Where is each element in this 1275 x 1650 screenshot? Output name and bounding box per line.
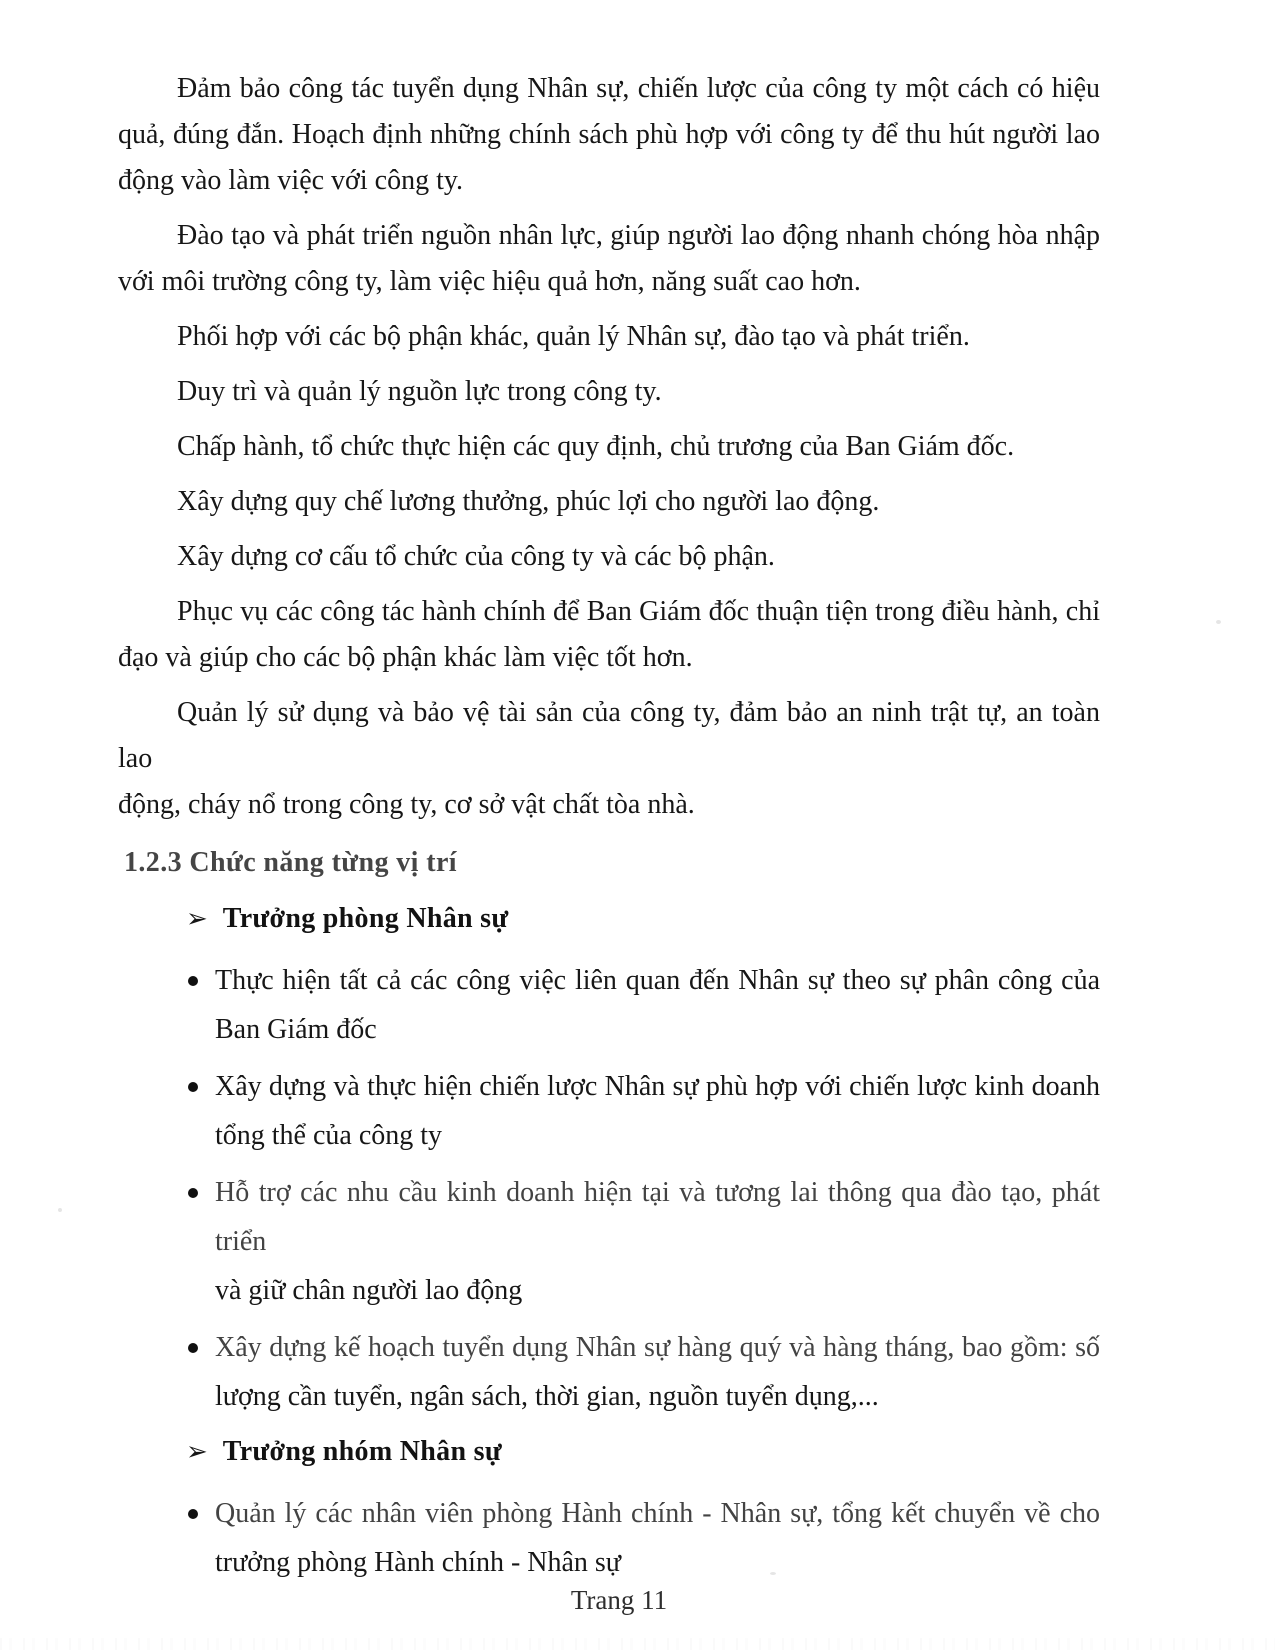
bullet-icon (188, 1509, 198, 1519)
text-line: động, cháy nổ trong công ty, cơ sở vật chất tòa nhà. (118, 789, 695, 820)
section-heading: 1.2.3 Chức năng từng vị trí (124, 847, 457, 878)
text-line: Đào tạo và phát triển nguồn nhân lực, giúp người lao động nhanh chóng hòa nhập (177, 220, 1100, 251)
text-line: Đảm bảo công tác tuyển dụng Nhân sự, chiến lược của công ty một cách có hiệu (177, 73, 1100, 104)
bullet-item (188, 956, 1100, 1054)
body-paragraph (118, 314, 1100, 360)
scan-artifact-band (0, 1638, 1275, 1650)
text-line: Chấp hành, tổ chức thực hiện các quy định, chủ trương của Ban Giám đốc. (177, 431, 1015, 462)
text-line: quả, đúng đắn. Hoạch định những chính sách phù hợp với công ty để thu hút người lao (118, 119, 1100, 150)
bullet-line: tổng thể của công ty (215, 1120, 443, 1151)
body-paragraph (118, 479, 1100, 525)
text-line: động vào làm việc với công ty. (118, 165, 464, 196)
text-line: Phối hợp với các bộ phận khác, quản lý Nhân sự, đào tạo và phát triển. (177, 321, 970, 352)
group-title (186, 1429, 1100, 1475)
bullet-line: trưởng phòng Hành chính - Nhân sự (215, 1547, 621, 1578)
bullet-icon (188, 1188, 198, 1198)
bullet-line: Ban Giám đốc (215, 1014, 377, 1045)
bullet-line: Hỗ trợ các nhu cầu kinh doanh hiện tại và tương lai thông qua đào tạo, phát triển (215, 1177, 1100, 1257)
arrow-bullet-icon: ➢ (186, 1437, 208, 1467)
bullet-icon (188, 976, 198, 986)
bullet-line: Quản lý các nhân viên phòng Hành chính - Nhân sự, tổng kết chuyển về cho (215, 1498, 1100, 1529)
bullet-item (188, 1323, 1100, 1421)
scan-speck (1216, 620, 1221, 624)
bullet-icon (188, 1343, 198, 1353)
body-paragraph (118, 369, 1100, 415)
group-title (186, 896, 1100, 942)
group-title-label: Trưởng phòng Nhân sự (222, 903, 509, 934)
text-line: Xây dựng cơ cấu tổ chức của công ty và các bộ phận. (177, 541, 775, 572)
scan-speck (58, 1208, 62, 1212)
page-content (118, 66, 1100, 1595)
arrow-bullet-icon: ➢ (186, 904, 208, 934)
bullet-item (188, 1489, 1100, 1587)
bullet-item (188, 1062, 1100, 1160)
text-line: Quản lý sử dụng và bảo vệ tài sản của công ty, đảm bảo an ninh trật tự, an toàn lao (118, 697, 1100, 774)
scan-speck (770, 1572, 776, 1575)
bullet-line: và giữ chân người lao động (215, 1275, 523, 1306)
body-paragraph (118, 66, 1100, 204)
bullet-item (188, 1168, 1100, 1315)
body-paragraph (118, 213, 1100, 305)
text-line: Xây dựng quy chế lương thưởng, phúc lợi cho người lao động. (177, 486, 880, 517)
body-paragraph (118, 424, 1100, 470)
page-number: Trang 11 (570, 1585, 668, 1615)
body-paragraph (118, 534, 1100, 580)
body-paragraph (118, 690, 1100, 828)
text-line: Phục vụ các công tác hành chính để Ban Giám đốc thuận tiện trong điều hành, chỉ (177, 596, 1100, 627)
bullet-line: Thực hiện tất cả các công việc liên quan đến Nhân sự theo sự phân công của (215, 965, 1100, 996)
bullet-line: Xây dựng và thực hiện chiến lược Nhân sự phù hợp với chiến lược kinh doanh (215, 1071, 1100, 1102)
body-paragraph (118, 589, 1100, 681)
bullet-icon (188, 1082, 198, 1092)
group-title-label: Trưởng nhóm Nhân sự (222, 1436, 502, 1467)
text-line: đạo và giúp cho các bộ phận khác làm việc tốt hơn. (118, 642, 693, 673)
bullet-line: lượng cần tuyển, ngân sách, thời gian, nguồn tuyển dụng,... (215, 1381, 879, 1412)
bullet-line: Xây dựng kế hoạch tuyển dụng Nhân sự hàng quý và hàng tháng, bao gồm: số (215, 1332, 1100, 1363)
text-line: với môi trường công ty, làm việc hiệu quả hơn, năng suất cao hơn. (118, 266, 861, 297)
text-line: Duy trì và quản lý nguồn lực trong công ty. (177, 376, 662, 407)
